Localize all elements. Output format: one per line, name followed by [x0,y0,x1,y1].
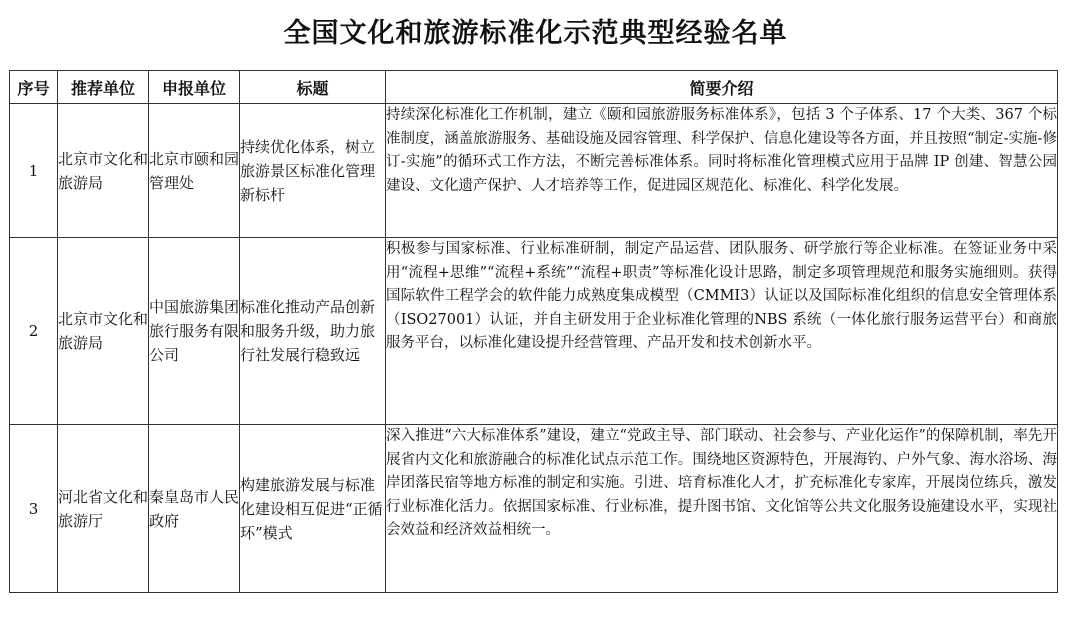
row-summary: 持续深化标准化工作机制，建立《颐和园旅游服务标准体系》，包括 3 个子体系、17 个大类、367 个标准制度，涵盖旅游服务、基础设施及园容管理、科学保护、信息化建设等各方面，并且按照“制定-实施-修订-实施”的循环式工作方法，不断完善标准体系。同时将标准化管理模式应用于品牌 IP 创建、智慧公园建设、文化遗产保护、人才培养等工作，促进园区规范化、标准化、科学化发展。 [386,104,1058,238]
header-recommender: 推荐单位 [58,71,149,104]
row-applicant: 中国旅游集团旅行服务有限公司 [149,238,240,425]
row-title: 持续优化体系，树立旅游景区标准化管理新标杆 [240,104,386,238]
header-applicant: 申报单位 [149,71,240,104]
row-applicant: 秦皇岛市人民政府 [149,425,240,593]
header-summary: 简要介绍 [386,71,1058,104]
row-summary: 深入推进“六大标准体系”建设，建立“党政主导、部门联动、社会参与、产业化运作”的保障机制，率先开展省内文化和旅游融合的标准化试点示范工作。围绕地区资源特色，开展海钓、户外气象、海水浴场、海岸团落民宿等地方标准的制定和实施。引进、培育标准化人才，扩充标准化专家库，开展岗位练兵，激发行业标准化活力。依据国家标准、行业标准，提升图书馆、文化馆等公共文化服务设施建设水平，实现社会效益和经济效益相统一。 [386,425,1058,593]
model-experience-table [9,70,1058,593]
document-title: 全国文化和旅游标准化示范典型经验名单 [283,18,788,49]
header-index: 序号 [10,71,58,104]
table-row [10,238,1058,425]
row-index: 1 [10,104,58,238]
row-index: 3 [10,425,58,593]
row-recommender: 北京市文化和旅游局 [58,104,149,238]
row-summary: 积极参与国家标准、行业标准研制，制定产品运营、团队服务、研学旅行等企业标准。在签证业务中采用“流程+思维”“流程+系统”“流程+职责”等标准化设计思路，制定多项管理规范和服务实施细则。获得国际软件工程学会的软件能力成熟度集成模型（CMMI3）认证以及国际标准化组织的信息安全管理体系（ISO27001）认证，并自主研发用于企业标准化管理的NBS 系统（一体化旅行服务运营平台）和商旅服务平台，以标准化建设提升经营管理、产品开发和技术创新水平。 [386,238,1058,425]
table-row [10,425,1058,593]
row-applicant: 北京市颐和园管理处 [149,104,240,238]
row-recommender: 北京市文化和旅游局 [58,238,149,425]
row-recommender: 河北省文化和旅游厅 [58,425,149,593]
table-row [10,104,1058,238]
table-header-row [10,71,1058,104]
header-title: 标题 [240,71,386,104]
row-index: 2 [10,238,58,425]
row-title: 构建旅游发展与标准化建设相互促进“正循环”模式 [240,425,386,593]
row-title: 标准化推动产品创新和服务升级，助力旅行社发展行稳致远 [240,238,386,425]
